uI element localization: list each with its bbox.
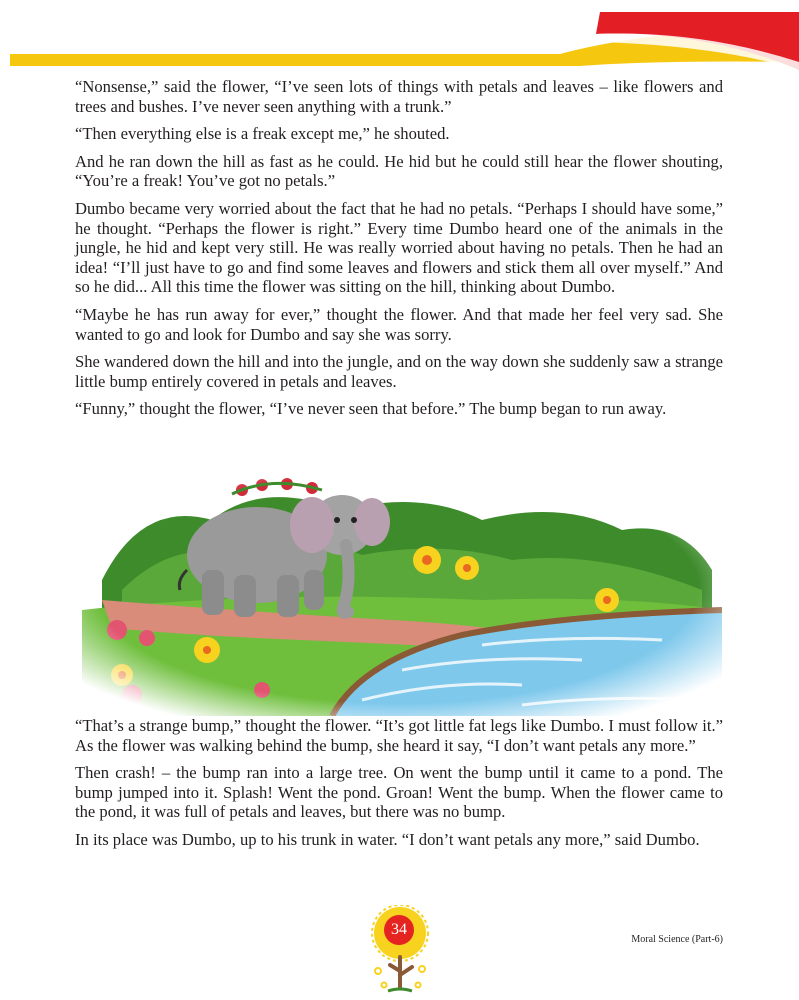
paragraph: In its place was Dumbo, up to his trunk in water. “I don’t want petals any more,” said Dumbo. [75, 829, 700, 849]
paragraph: “That’s a strange bump,” thought the flower. “It’s got little fat legs like Dumbo. I must follow it.” As the flower was walking behind the bump, she heard it say, “I don’t want petals any more.” [75, 716, 723, 755]
paragraph: “Maybe he has run away for ever,” thought the flower. And that made her feel very sad. She wanted to go and look for Dumbo and say she was sorry. [75, 304, 723, 344]
book-title-footer: Moral Science (Part-6) [631, 934, 723, 945]
page-number: 34 [391, 921, 407, 938]
story-text-top [75, 77, 723, 427]
header-decoration [0, 0, 799, 72]
paragraph: Then crash! – the bump ran into a large tree. On went the bump until it came to a pond. The bump jumped into it. Splash! Went the pond. Groan! Went the bump. When the flower came to the pond, it was full of petals and leaves, but there was no bump. [75, 763, 723, 822]
story-text-bottom [75, 716, 723, 858]
paragraph: And he ran down the hill as fast as he could. He hid but he could still hear the flower shouting, “You’re a freak! You’ve got no petals.” [75, 151, 723, 191]
paragraph: Dumbo became very worried about the fact that he had no petals. “Perhaps I should have some,” he thought. “Perhaps the flower is right.” Every time Dumbo heard one of the animals in the jungle, he hid and kept very still. He was really worried about having no petals. Then he had an idea! “I’ll just have to go and find some leaves and flowers and stick them all over myself.” And so he did... All this time the flower was sitting on the hill, thinking about Dumbo. [75, 198, 723, 297]
paragraph: “Then everything else is a freak except me,” he shouted. [75, 124, 450, 144]
paragraph: “Funny,” thought the flower, “I’ve never seen that before.” The bump began to run away. [75, 399, 667, 419]
paragraph: “Nonsense,” said the flower, “I’ve seen lots of things with petals and leaves – like flowers and trees and bushes. I’ve never seen anything with a trunk.” [75, 77, 723, 116]
paragraph: She wandered down the hill and into the jungle, and on the way down she suddenly saw a strange little bump entirely covered in petals and leaves. [75, 352, 723, 391]
elephant-pond-illustration [62, 460, 732, 716]
